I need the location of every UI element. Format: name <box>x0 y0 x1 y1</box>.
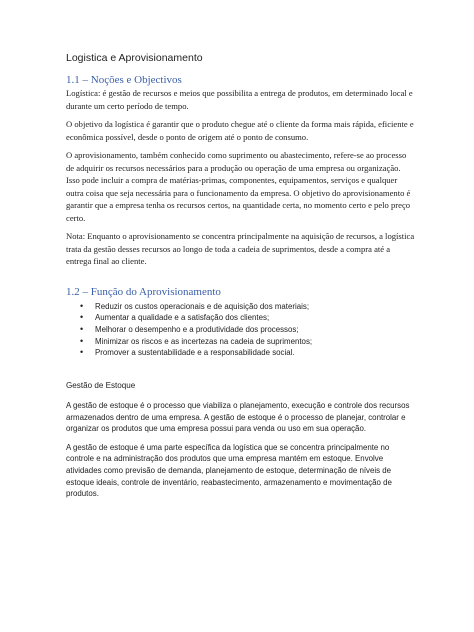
paragraph-nota: Nota: Enquanto o aprovisionamento se concentra principalmente na aquisição de recursos, a logística trata da gestão desses recursos ao longo de toda a cadeia de suprimentos, desde a compra até a entrega final ao cliente. <box>66 231 415 266</box>
document-title: Logistica e Aprovisionamento <box>66 52 203 64</box>
document-page <box>66 52 416 507</box>
paragraph-aprovisionamento: O aprovisionamento, também conhecido como suprimento ou abastecimento, refere-se ao processo de adquirir os recursos necessários para a produção ou operação de uma empresa ou organização. Isso pode incluir a compra de matérias-primas, componentes, equipamentos, serviços e qualquer outra coisa que seja necessária para o funcionamento da empresa. O objetivo do aprovisionamento é garantir que a empresa tenha os recursos certos, na quantidade certa, no momento certo e pelo preço certo. <box>66 150 411 223</box>
function-bullet-list <box>66 301 416 360</box>
list-item: • Aumentar a qualidade e a satisfação dos clientes; <box>80 312 416 324</box>
paragraph-gestao-estoque-definition: A gestão de estoque é o processo que viabiliza o planejamento, execução e controle dos recursos armazenados dentro de uma empresa. A gestão de estoque é o processo de planejar, controlar e organizar os produtos que uma empresa possui para venda ou uso em sua operação. <box>66 401 410 434</box>
section-heading-nocoes: 1.1 – Noções e Objectivos <box>66 74 182 86</box>
list-item: • Minimizar os riscos e as incertezas na cadeia de suprimentos; <box>80 336 416 348</box>
paragraph-gestao-estoque-logistica: A gestão de estoque é uma parte específica da logística que se concentra principalmente no controle e na administração dos produtos que uma empresa mantém em estoque. Envolve atividades como previsão de demanda, planejamento de estoque, determinação de níveis de estoque ideais, controle de inventário, reabastecimento, armazenamento e movimentação de produtos. <box>66 442 392 499</box>
section-heading-gestao-estoque: Gestão de Estoque <box>66 381 136 391</box>
list-item: • Reduzir os custos operacionais e de aquisição dos materiais; <box>80 301 416 313</box>
paragraph-logistica-objective: O objetivo da logística é garantir que o produto chegue até o cliente da forma mais rápida, eficiente e econômica possível, desde o ponto de origem até o ponto de consumo. <box>66 119 414 142</box>
list-item: • Promover a sustentabilidade e a responsabilidade social. <box>80 347 416 359</box>
section-heading-funcao: 1.2 – Função do Aprovisionamento <box>66 285 221 298</box>
list-item: • Melhorar o desempenho e a produtividade dos processos; <box>80 324 416 336</box>
paragraph-logistica-definition: Logística: é gestão de recursos e meios que possibilita a entrega de produtos, em determinado local e durante um certo período de tempo. <box>66 88 413 111</box>
